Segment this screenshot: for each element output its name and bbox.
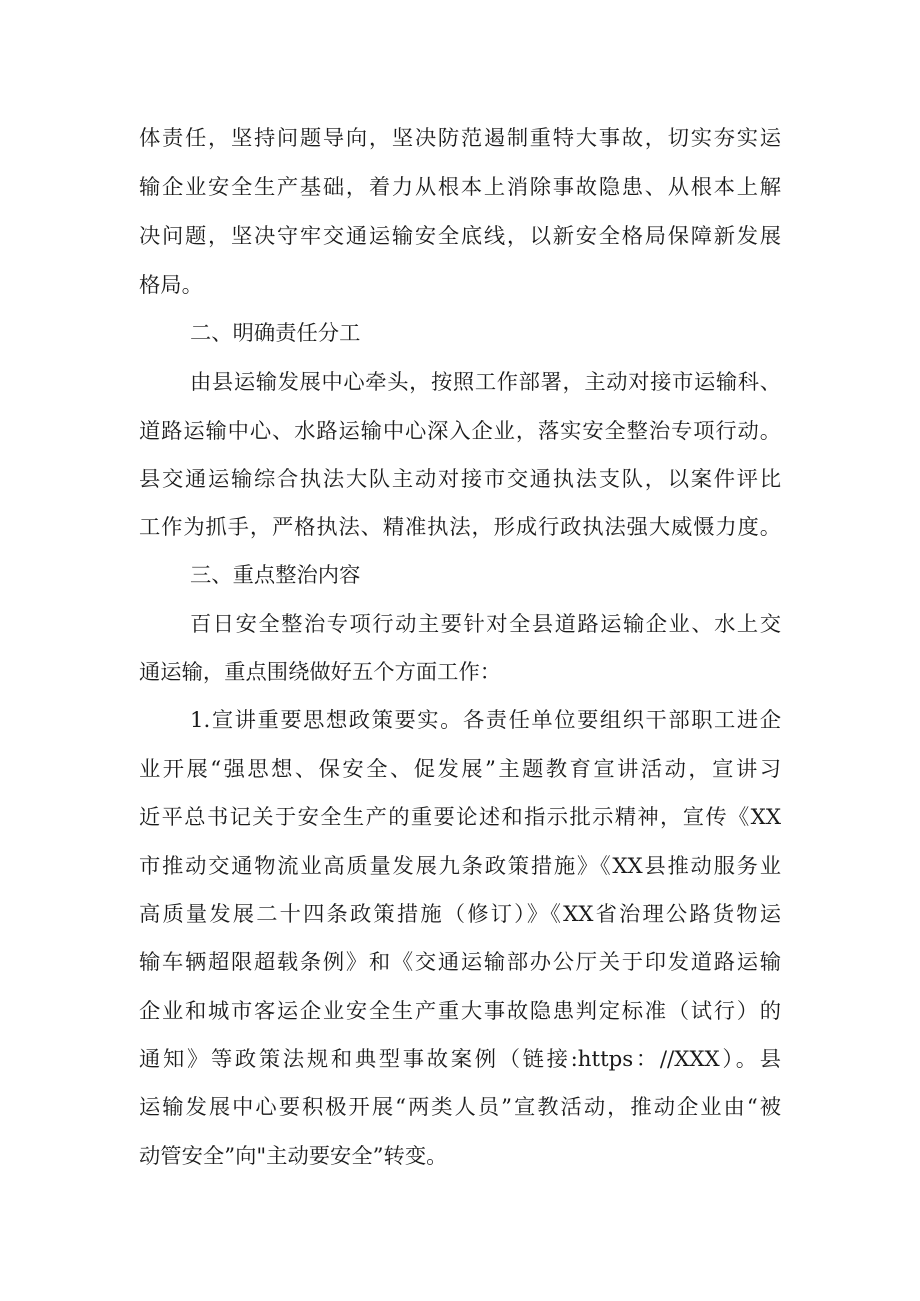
- paragraph-line: 体责任，坚持问题导向，坚决防范遏制重特大事故，切实夯实运: [139, 126, 781, 151]
- paragraph-line: 格局。: [139, 273, 203, 298]
- paragraph-line: 市推动交通物流业高质量发展九条政策措施》《XX县推动服务业: [139, 854, 781, 879]
- paragraph-line: 高质量发展二十四条政策措施（修订）》《XX省治理公路货物运: [139, 902, 781, 927]
- paragraph-line: 业开展“强思想、保安全、促发展”主题教育宣讲活动，宣讲习: [139, 757, 781, 782]
- paragraph-line: 通运输，重点围绕做好五个方面工作：: [139, 660, 502, 685]
- paragraph-line: 县交通运输综合执法大队主动对接市交通执法支队，以案件评比: [139, 467, 781, 492]
- paragraph-line: 通知》等政策法规和典型事故案例（链接:https：//XXX）。县: [139, 1047, 781, 1072]
- paragraph-line: 输企业安全生产基础，着力从根本上消除事故隐患、从根本上解: [139, 175, 781, 200]
- paragraph-line: 工作为抓手，严格执法、精准执法，形成行政执法强大威慑力度。: [139, 515, 781, 540]
- section-heading: 三、重点整治内容: [190, 563, 361, 588]
- paragraph-line: 道路运输中心、水路运输中心深入企业，落实安全整治专项行动。: [139, 419, 781, 444]
- paragraph-line: 百日安全整治专项行动主要针对全县道路运输企业、水上交: [190, 612, 781, 637]
- paragraph-line: 动管安全”向"主动要安全”转变。: [139, 1144, 448, 1169]
- paragraph-line: 输车辆超限超载条例》和《交通运输部办公厅关于印发道路运输: [139, 950, 781, 975]
- paragraph-line: 企业和城市客运企业安全生产重大事故隐患判定标准（试行）的: [139, 999, 781, 1024]
- paragraph-line: 决问题，坚决守牢交通运输安全底线，以新安全格局保障新发展: [139, 224, 781, 249]
- paragraph-line: 近平总书记关于安全生产的重要论述和指示批示精神，宣传《XX: [139, 805, 781, 830]
- paragraph-line: 1.宣讲重要思想政策要实。各责任单位要组织干部职工进企: [190, 708, 781, 733]
- section-heading: 二、明确责任分工: [190, 321, 361, 346]
- paragraph-line: 运输发展中心要积极开展“两类人员”宣教活动，推动企业由“被: [139, 1095, 781, 1120]
- paragraph-line: 由县运输发展中心牵头，按照工作部署，主动对接市运输科、: [190, 370, 781, 395]
